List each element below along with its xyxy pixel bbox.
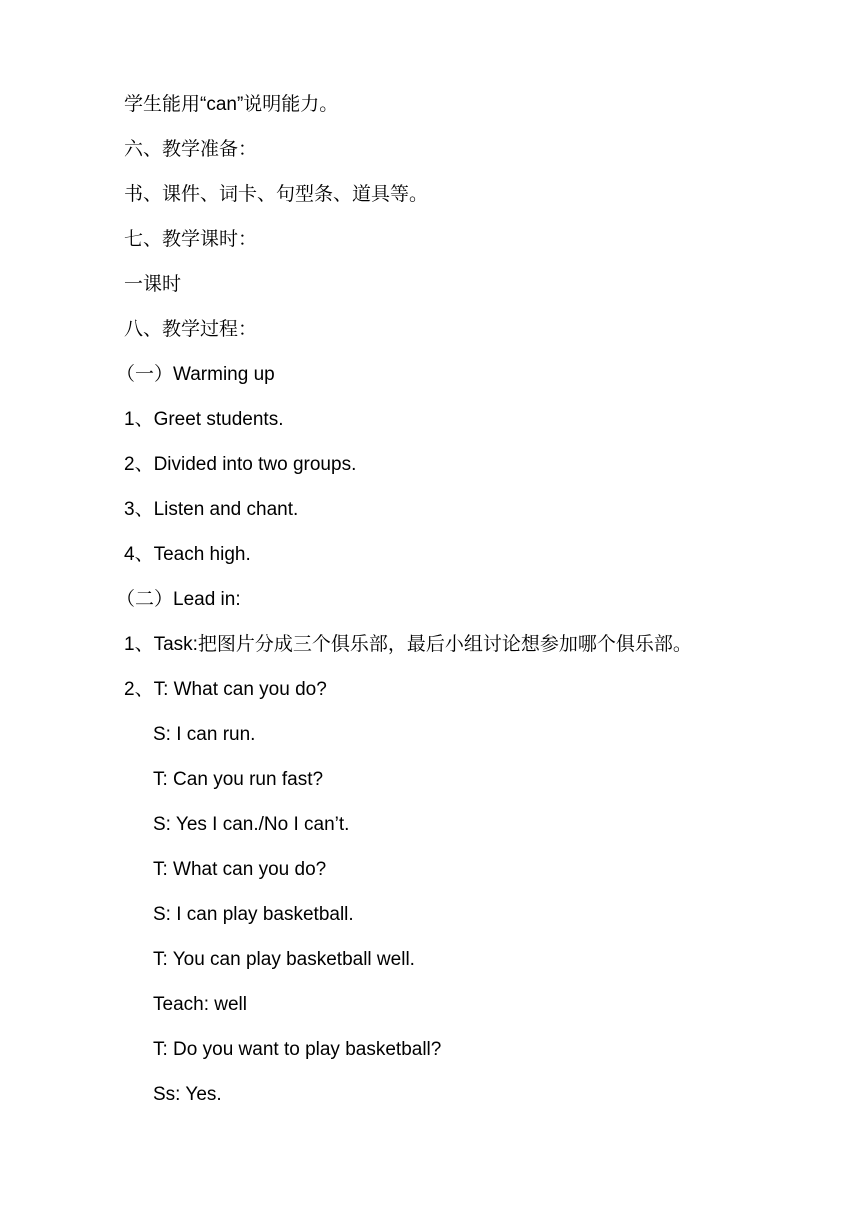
heading-teaching-preparation: 六、教学准备： <box>124 139 258 160</box>
dialogue-line: Teach: well <box>153 994 247 1015</box>
step-divide-groups: 2、Divided into two groups. <box>124 454 357 475</box>
dialogue-line: T: Do you want to play basketball? <box>153 1039 442 1060</box>
step-teach-high: 4、Teach high. <box>124 544 251 565</box>
dialogue-line: T: What can you do? <box>153 859 327 880</box>
dialogue-line: T: Can you run fast? <box>153 769 324 790</box>
step-listen-chant: 3、Listen and chant. <box>124 499 299 520</box>
step-task-clubs: 1、Task:把图片分成三个俱乐部，最后小组讨论想参加哪个俱乐部。 <box>124 634 692 655</box>
teaching-hours-value: 一课时 <box>124 274 182 295</box>
dialogue-line: T: You can play basketball well. <box>153 949 415 970</box>
dialogue-line: S: Yes I can./No I can’t. <box>153 814 350 835</box>
section-lead-in: （二）Lead in: <box>116 589 241 610</box>
document-body <box>116 90 824 1125</box>
heading-teaching-hours: 七、教学课时： <box>124 229 258 250</box>
step-greet-students: 1、Greet students. <box>124 409 284 430</box>
heading-teaching-process: 八、教学过程： <box>124 319 258 340</box>
section-warming-up: （一）Warming up <box>116 364 275 385</box>
objective-can-ability: 学生能用“can”说明能力。 <box>124 94 339 115</box>
dialogue-line: S: I can play basketball. <box>153 904 354 925</box>
dialogue-line: S: I can run. <box>153 724 256 745</box>
dialogue-line: 2、T: What can you do? <box>124 679 327 700</box>
preparation-materials: 书、课件、词卡、句型条、道具等。 <box>124 184 429 205</box>
dialogue-line: Ss: Yes. <box>153 1084 222 1105</box>
